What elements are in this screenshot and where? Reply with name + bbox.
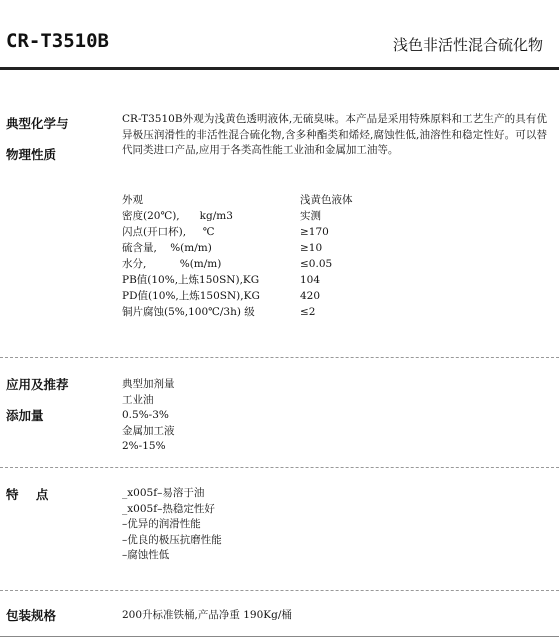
property-name: 水分, %(m/m): [122, 258, 222, 270]
property-row: [122, 272, 420, 288]
property-value: 420: [300, 290, 321, 302]
footer-divider: [0, 636, 559, 637]
feature-item: –腐蚀性低: [122, 549, 170, 561]
feature-item: _x005f–热稳定性好: [122, 502, 215, 515]
property-name: PD值(10%,上炼150SN),KG: [122, 290, 260, 302]
application-line: 0.5%-3%: [122, 409, 169, 421]
property-name: 密度(20℃), kg/m3: [122, 210, 233, 222]
feature-item: –优良的极压抗磨性能: [122, 533, 222, 546]
properties-table: [122, 192, 420, 320]
application-label-1: 应用及推荐: [6, 377, 69, 392]
product-name: 浅色非活性混合硫化物: [392, 36, 543, 54]
features-label: 特 点: [6, 487, 49, 502]
property-row: [122, 288, 420, 304]
property-row: [122, 192, 420, 208]
application-line: 金属加工液: [122, 424, 175, 437]
property-value: ≤0.05: [300, 258, 333, 270]
property-value: 浅黄色液体: [300, 194, 353, 206]
application-line: 工业油: [122, 393, 154, 406]
property-name: PB值(10%,上炼150SN),KG: [122, 274, 260, 286]
property-name: 硫含量, %(m/m): [122, 242, 212, 254]
property-name: 铜片腐蚀(5%,100℃/3h) 级: [122, 306, 255, 318]
property-value: ≥170: [300, 226, 329, 238]
section-divider: [0, 590, 559, 591]
property-value: 104: [300, 274, 321, 286]
section-divider: [0, 467, 559, 468]
application-line: 2%-15%: [122, 440, 166, 452]
property-name: 闪点(开口杯), ℃: [122, 226, 215, 238]
property-row: [122, 224, 420, 240]
chem-phys-label-1: 典型化学与: [6, 116, 69, 131]
section-divider: [0, 357, 559, 358]
application-line: 典型加剂量: [122, 378, 175, 390]
feature-item: _x005f–易溶于油: [122, 487, 205, 499]
property-row: [122, 240, 420, 256]
application-label-2: 添加量: [6, 408, 44, 423]
feature-item: –优异的润滑性能: [122, 518, 201, 530]
application-details: [122, 377, 175, 455]
property-row: [122, 208, 420, 224]
packaging-label: 包装规格: [6, 608, 57, 623]
property-value: 实测: [300, 210, 321, 222]
property-row: [122, 256, 420, 272]
header-divider: [0, 67, 559, 70]
property-value: ≤2: [300, 306, 316, 318]
features-list: [122, 486, 222, 564]
property-row: [122, 304, 420, 320]
property-value: ≥10: [300, 242, 323, 254]
chem-phys-label-2: 物理性质: [6, 147, 57, 162]
property-name: 外观: [122, 194, 143, 206]
packaging-text: 200升标准铁桶,产品净重 190Kg/桶: [122, 609, 292, 621]
product-description: CR-T3510B外观为浅黄色透明液体,无硫臭味。本产品是采用特殊原料和工艺生产的具有优异极压润滑性的非活性混合硫化物,含多种酯类和烯烃,腐蚀性低,油溶性和稳定性好。可以替代同类进口产品,应用于各类高性能工业油和金属加工油等。: [122, 113, 547, 156]
product-code: CR-T3510B: [6, 30, 109, 52]
